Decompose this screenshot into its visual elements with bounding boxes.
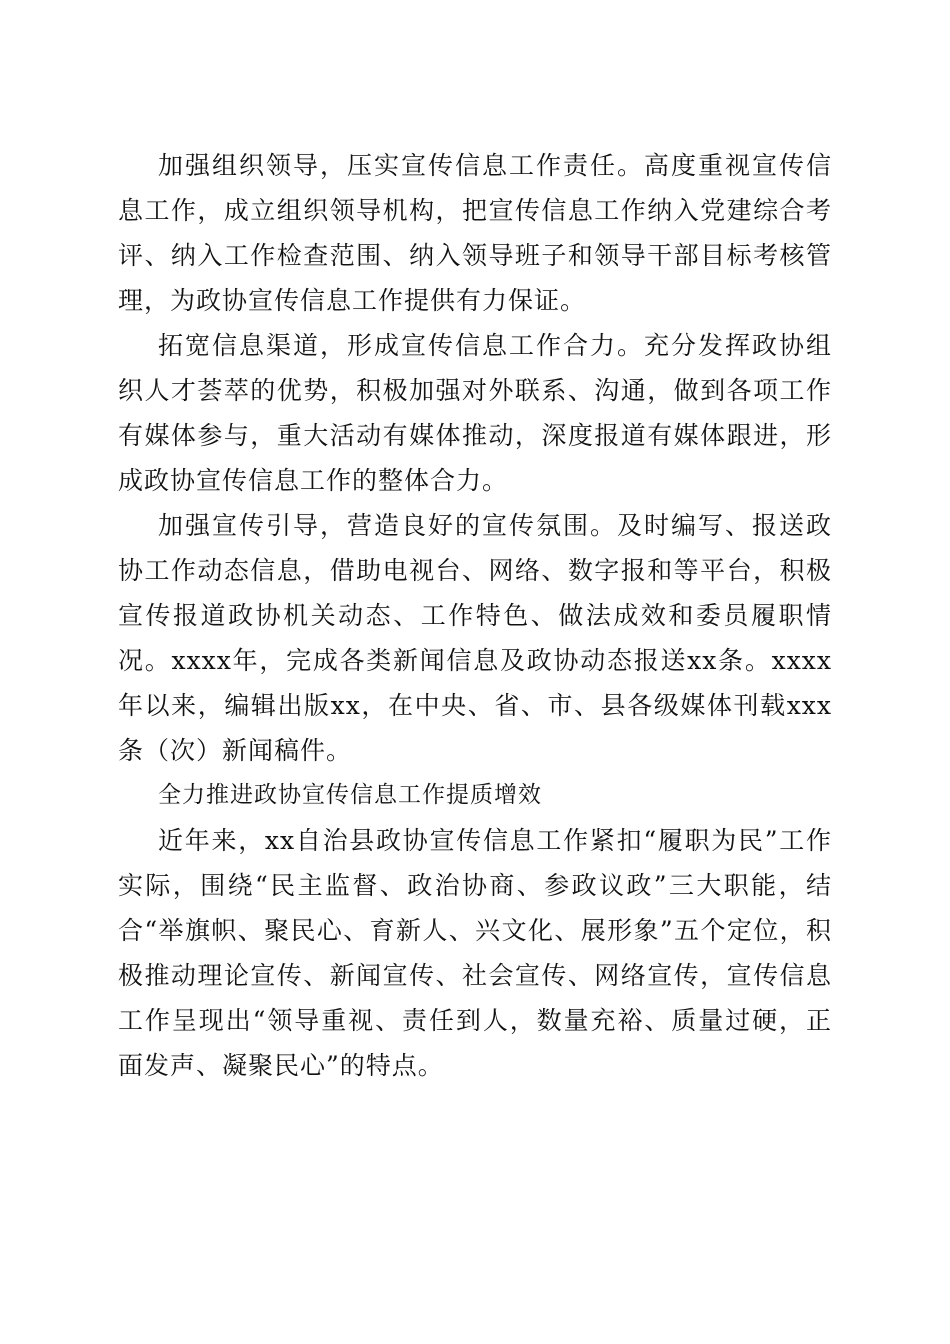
paragraph-publicity-guidance: 加强宣传引导，营造良好的宣传氛围。及时编写、报送政协工作动态信息，借助电视台、网络、数字报和等平台，积极宣传报道政协机关动态、工作特色、做法成效和委员履职情况。xxxx年，完成各类新闻信息及政协动态报送xx条。xxxx年以来，编辑出版xx，在中央、省、市、县各级媒体刊载xxx条（次）新闻稿件。: [118, 511, 832, 765]
paragraph-organization-leadership: 加强组织领导，压实宣传信息工作责任。高度重视宣传信息工作，成立组织领导机构，把宣传信息工作纳入党建综合考评、纳入工作检查范围、纳入领导班子和领导干部目标考核管理，为政协宣传信息工作提供有力保证。: [118, 151, 832, 315]
paragraph-information-channels: 拓宽信息渠道，形成宣传信息工作合力。充分发挥政协组织人才荟萃的优势，积极加强对外联系、沟通，做到各项工作有媒体参与，重大活动有媒体推动，深度报道有媒体跟进，形成政协宣传信息工作的整体合力。: [118, 331, 832, 495]
paragraph-recent-years: 近年来，xx自治县政协宣传信息工作紧扣“履职为民”工作实际，围绕“民主监督、政治协商、参政议政”三大职能，结合“举旗帜、聚民心、育新人、兴文化、展形象”五个定位，积极推动理论宣传、新闻宣传、社会宣传、网络宣传，宣传信息工作呈现出“领导重视、责任到人，数量充裕、质量过硬，正面发声、凝聚民心”的特点。: [118, 826, 832, 1080]
document-body: [118, 143, 832, 1088]
section-heading: 全力推进政协宣传信息工作提质增效: [158, 782, 542, 808]
